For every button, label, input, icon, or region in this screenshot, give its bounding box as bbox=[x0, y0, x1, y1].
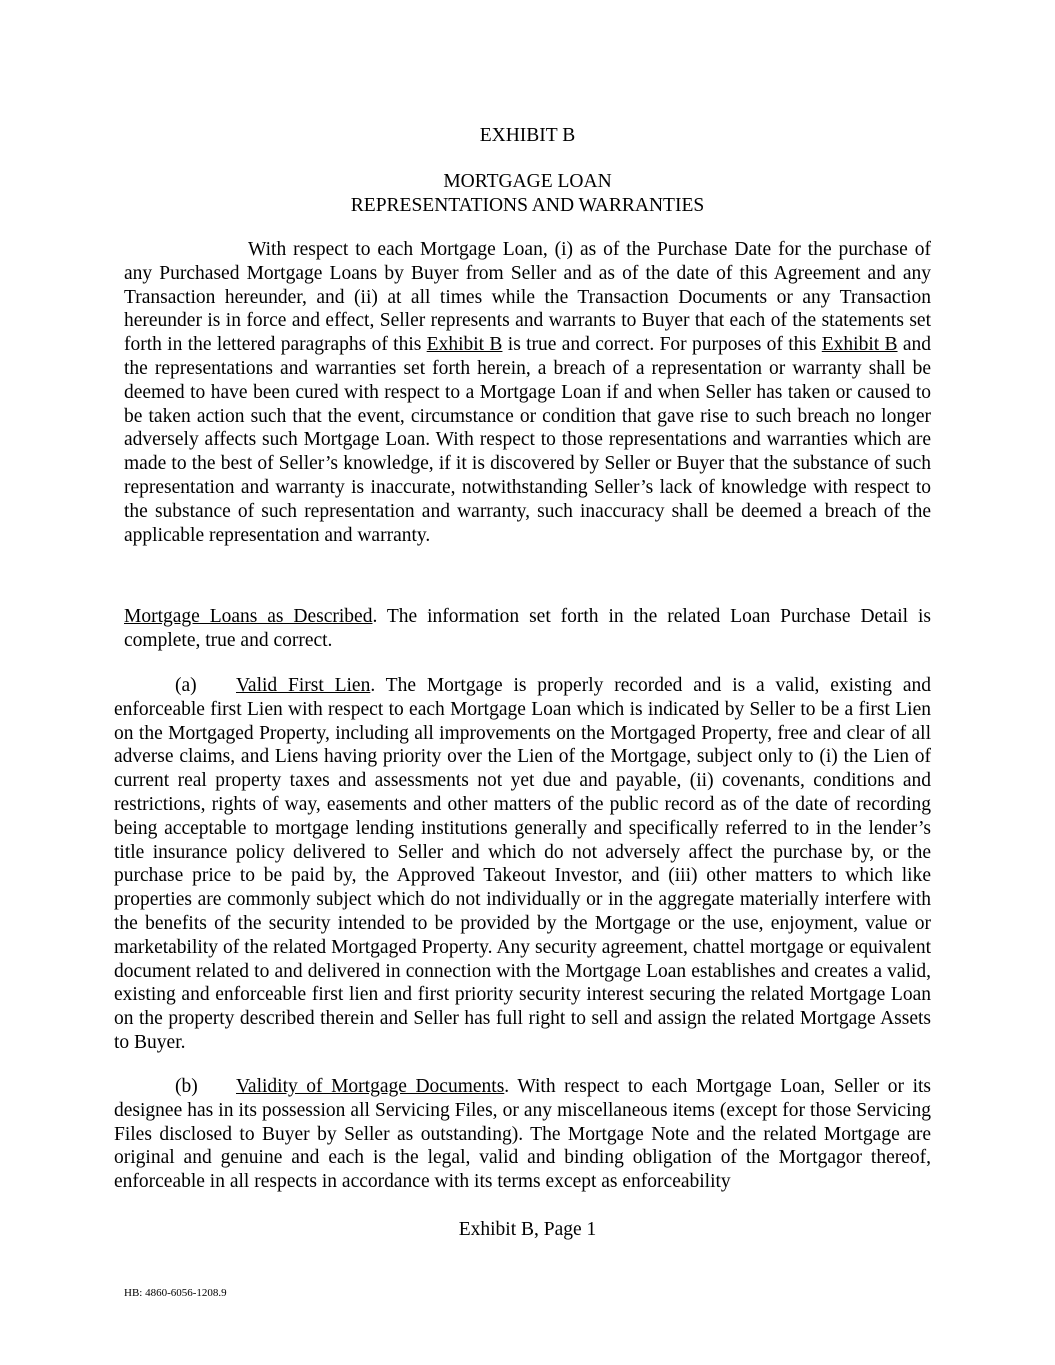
intro-paragraph bbox=[124, 238, 931, 547]
paragraph-text: . With respect to each Mortgage Loan, Seller or its designee has in its possession all Servicing Files, or any miscellaneous items (except for those Servicing Files disclosed to Buyer by Seller as outstanding). The Mortgage Note and the related Mortgage are original and genuine and each is the legal, valid and binding obligation of the Mortgagor thereof, enforceable in all respects in accordance with its terms except as enforceability bbox=[114, 1076, 931, 1193]
described-paragraph bbox=[124, 605, 931, 653]
paragraph-a bbox=[114, 674, 931, 1055]
document-id: HB: 4860-6056-1208.9 bbox=[124, 1287, 227, 1299]
exhibit-title: EXHIBIT B bbox=[479, 125, 576, 146]
paragraph-text: . The Mortgage is properly recorded and is a valid, existing and enforceable first Lien with respect to each Mortgage Loan which is indicated by Seller to be a first Lien on the Mortgaged Property, including all improvements on the Mortgaged Property, free and clear of all adverse claims, and Liens having priority over the Lien of the Mortgage, subject only to (i) the Lien of current real property taxes and assessments not yet due and payable, (ii) covenants, conditions and restrictions, rights of way, easements and other matters of the public record as of the date of recording being acceptable to mortgage lending institutions generally and specifically referred to in the lender’s title insurance policy delivered to Seller and which do not adversely affect the purchase by, or the purchase price to be paid by, the Approved Takeout Investor, and (iii) other matters to which like properties are commonly subject which do not individually or in the aggregate materially interfere with the benefits of the security intended to be provided by the Mortgage or the use, enjoyment, value or marketability of the related Mortgaged Property. Any security agreement, chattel mortgage or equivalent document related to and delivered in connection with the Mortgage Loan establishes and creates a valid, existing and enforceable first lien and first priority security interest securing the related Mortgage Loan on the property described therein and Seller has full right to sell and assign the related Mortgage Assets to Buyer. bbox=[114, 675, 931, 1053]
paragraph-b bbox=[114, 1075, 931, 1194]
exhibit-b-reference: Exhibit B bbox=[821, 334, 898, 356]
paragraph-label: (b) bbox=[175, 1076, 198, 1097]
intro-text-3: and the representations and warranties set forth herein, a breach of a representation or warranty shall be deemed to have been cured with respect to a Mortgage Loan if and when Seller has taken or caused to be taken action such that the event, circumstance or condition that gave rise to such breach no longer adversely affects such Mortgage Loan. With respect to those representations and warranties which are made to the best of Seller’s knowledge, if it is discovered by Seller or Buyer that the substance of such representation and warranty is inaccurate, notwithstanding Seller’s lack of knowledge with respect to the substance of such representation and warranty, such inaccuracy shall be deemed a breach of the applicable representation and warranty. bbox=[124, 334, 932, 546]
exhibit-subtitle bbox=[0, 170, 1055, 218]
described-text: . The information set forth in the related Loan Purchase Detail is complete, true and correct. bbox=[124, 606, 931, 651]
intro-text-2: is true and correct. For purposes of this bbox=[502, 334, 822, 356]
subtitle-line-1: MORTGAGE LOAN bbox=[443, 171, 612, 192]
described-heading: Mortgage Loans as Described bbox=[124, 606, 373, 627]
paragraph-heading: Validity of Mortgage Documents bbox=[236, 1076, 505, 1097]
paragraph-label: (a) bbox=[175, 675, 197, 696]
paragraph-heading: Valid First Lien bbox=[236, 675, 371, 696]
intro-text-1: With respect to each Mortgage Loan, (i) as of the Purchase Date for the purchase of any Purchased Mortgage Loans by Buyer from Seller and as of the date of this Agreement and any Transaction hereunder, and (ii) at all times while the Transaction Documents or any Transaction hereunder is in force and effect, Seller represents and warrants to Buyer that each of the statements set forth in the lettered paragraphs of this bbox=[124, 239, 931, 356]
page-number: Exhibit B, Page 1 bbox=[458, 1219, 597, 1240]
subtitle-line-2: REPRESENTATIONS AND WARRANTIES bbox=[350, 194, 705, 216]
exhibit-b-reference: Exhibit B bbox=[426, 334, 503, 356]
